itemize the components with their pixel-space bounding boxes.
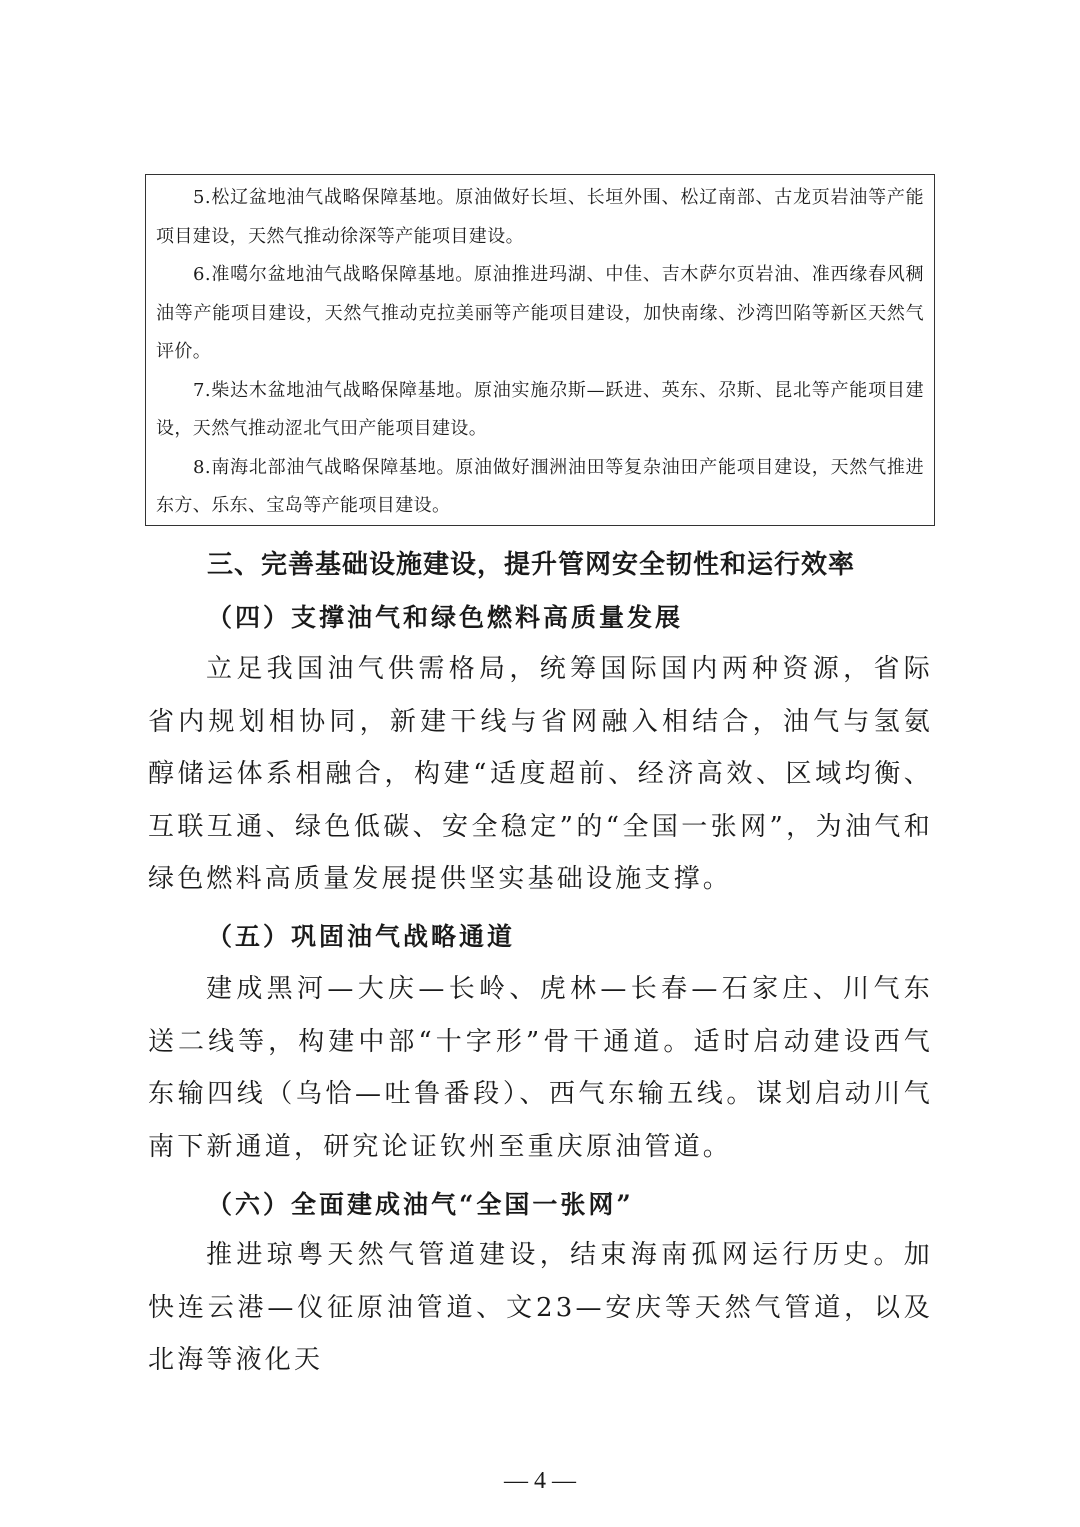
body-paragraph: 建成黑河—大庆—长岭、虎林—长春—石家庄、川气东送二线等，构建中部“十字形”骨干通道。适时启动建设西气东输四线（乌恰—吐鲁番段）、西气东输五线。谋划启动川气南下新通道，研究论证钦州至重庆原油管道。 [148, 974, 933, 1162]
section-heading: 三、完善基础设施建设，提升管网安全韧性和运行效率 [207, 550, 856, 580]
list-item: 5.松辽盆地油气战略保障基地。原油做好长垣、长垣外围、松辽南部、古龙页岩油等产能项目建设，天然气推动徐深等产能项目建设。 [156, 187, 924, 247]
bordered-list-box [145, 174, 935, 526]
subsection-heading: （四）支撑油气和绿色燃料高质量发展 [207, 603, 684, 632]
page-number: — 4 — [504, 1468, 576, 1494]
list-item: 6.准噶尔盆地油气战略保障基地。原油推进玛湖、中佳、吉木萨尔页岩油、准西缘春风稠油等产能项目建设，天然气推动克拉美丽等产能项目建设，加快南缘、沙湾凹陷等新区天然气评价。 [156, 264, 924, 362]
body-paragraph: 推进琼粤天然气管道建设，结束海南孤网运行历史。加快连云港—仪征原油管道、文23—安庆等天然气管道，以及北海等液化天 [148, 1240, 933, 1375]
list-item: 7.柴达木盆地油气战略保障基地。原油实施尕斯—跃进、英东、尕斯、昆北等产能项目建设，天然气推动涩北气田产能项目建设。 [156, 379, 924, 439]
body-paragraph: 立足我国油气供需格局，统筹国际国内两种资源，省际省内规划相协同，新建干线与省网融入相结合，油气与氢氨醇储运体系相融合，构建“适度超前、经济高效、区域均衡、互联互通、绿色低碳、安全稳定”的“全国一张网”，为油气和绿色燃料高质量发展提供坚实基础设施支撑。 [148, 654, 933, 894]
subsection-heading: （五）巩固油气战略通道 [207, 922, 516, 951]
subsection-heading: （六）全面建成油气“全国一张网” [207, 1190, 634, 1219]
list-item: 8.南海北部油气战略保障基地。原油做好涠洲油田等复杂油田产能项目建设，天然气推进东方、乐东、宝岛等产能项目建设。 [156, 456, 924, 516]
